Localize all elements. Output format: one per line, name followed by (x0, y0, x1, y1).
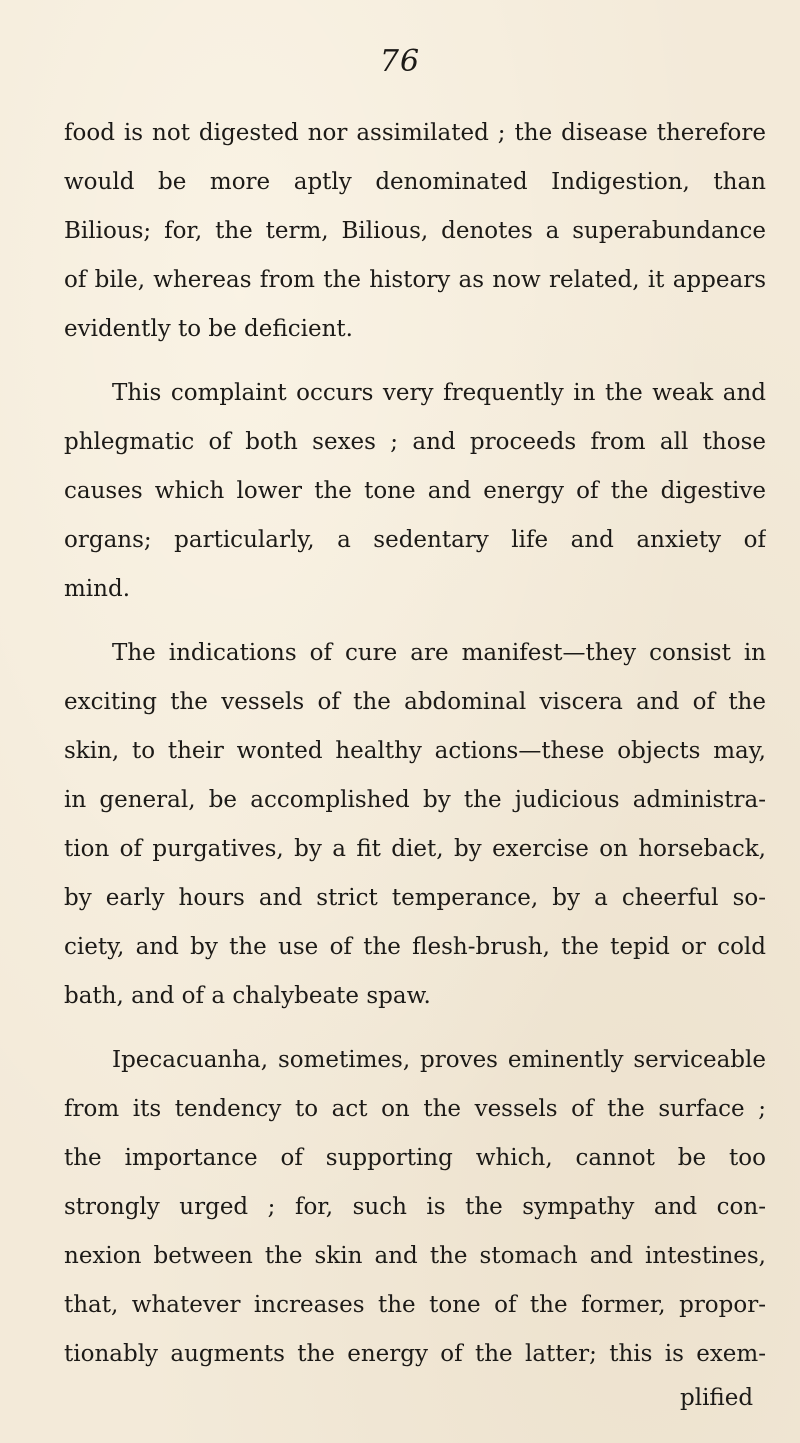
text-line: Bilious; for, the term, Bilious, denotes a superabundance (64, 218, 766, 244)
text-line: This complaint occurs very frequently in the weak and (112, 380, 766, 406)
text-line: phlegmatic of both sexes ; and proceeds from all those (64, 429, 766, 455)
text-line: bath, and of a chalybeate spaw. (64, 983, 431, 1009)
text-line: causes which lower the tone and energy of the digestive (64, 478, 766, 504)
page-number: 76 (379, 44, 421, 79)
text-line: would be more aptly denominated Indigestion, than (64, 169, 766, 195)
catchword: plified (680, 1385, 754, 1411)
text-line: nexion between the skin and the stomach and intestines, (64, 1243, 766, 1269)
text-line: in general, be accomplished by the judicious administra- (64, 787, 766, 813)
text-line: skin, to their wonted healthy actions—these objects may, (64, 738, 766, 764)
text-line: the importance of supporting which, cannot be too (64, 1145, 766, 1171)
text-line: by early hours and strict temperance, by a cheerful so- (64, 885, 766, 911)
text-line: Ipecacuanha, sometimes, proves eminently serviceable (112, 1047, 766, 1073)
text-line: organs; particularly, a sedentary life and anxiety of (64, 527, 766, 553)
text-line: food is not digested nor assimilated ; the disease therefore (64, 120, 766, 146)
text-line: that, whatever increases the tone of the former, propor- (64, 1292, 766, 1318)
text-line: evidently to be deficient. (64, 316, 353, 342)
text-line: mind. (64, 576, 131, 602)
text-line: strongly urged ; for, such is the sympathy and con- (64, 1194, 766, 1220)
text-line: ciety, and by the use of the flesh-brush, the tepid or cold (64, 934, 766, 960)
text-line: tion of purgatives, by a fit diet, by exercise on horseback, (64, 836, 766, 862)
text-line: The indications of cure are manifest—they consist in (112, 640, 766, 666)
text-line: tionably augments the energy of the latter; this is exem- (64, 1341, 766, 1367)
text-line: from its tendency to act on the vessels of the surface ; (64, 1096, 766, 1122)
text-line: exciting the vessels of the abdominal viscera and of the (64, 689, 766, 715)
text-line: of bile, whereas from the history as now related, it appears (64, 267, 766, 293)
